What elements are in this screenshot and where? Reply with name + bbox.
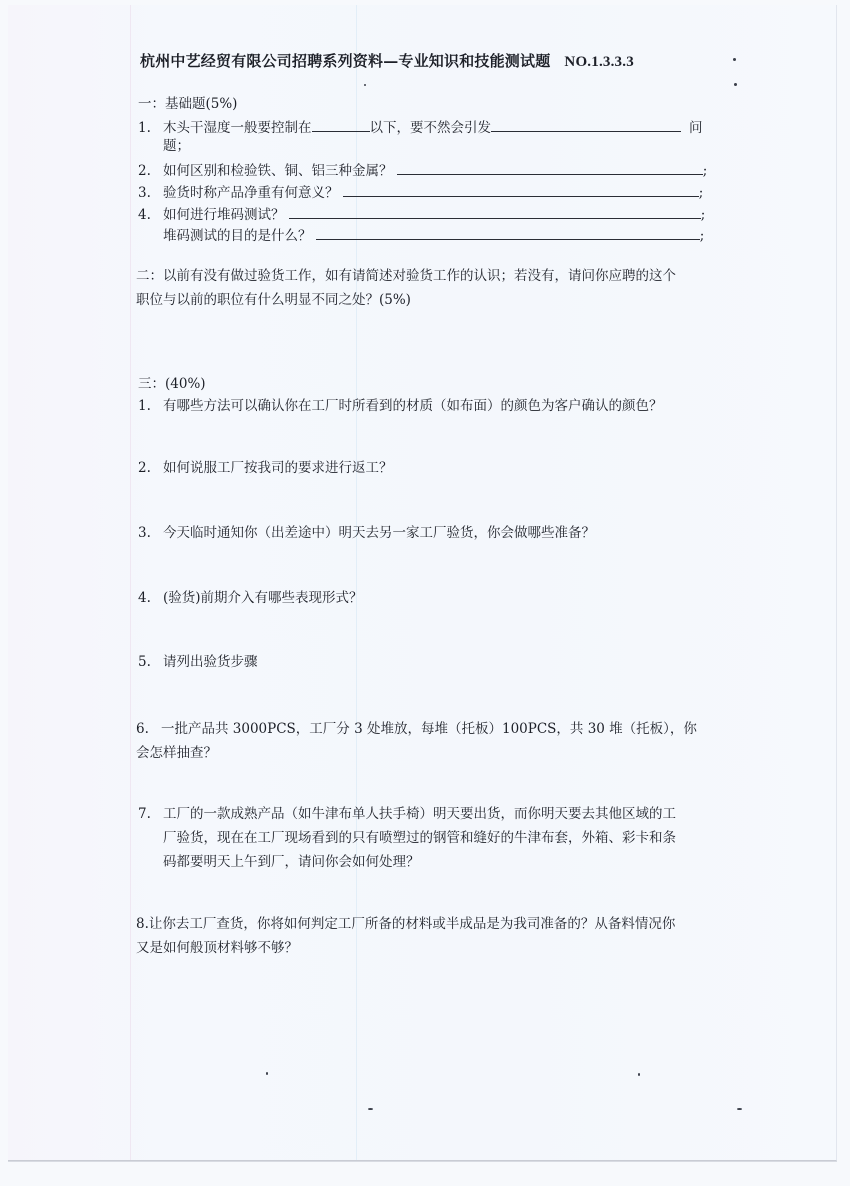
question-number: 3. — [138, 525, 151, 541]
question-text: 如何说服工厂按我司的要求进行返工？ — [163, 460, 393, 476]
answer-blank[interactable] — [289, 204, 701, 219]
question-text: 一批产品共 3000PCS，工厂分 3 处堆放，每堆（托板）100PCS，共 30 堆（托板），你 — [161, 721, 697, 737]
answer-blank[interactable] — [397, 160, 703, 175]
question-number: 8. — [136, 916, 149, 932]
scan-speck — [368, 1108, 373, 1110]
answer-blank[interactable] — [312, 117, 370, 132]
section3-q8 — [136, 912, 675, 960]
answer-blank[interactable] — [343, 182, 699, 197]
question-number: 1. — [138, 398, 151, 414]
question-text: 工厂的一款成熟产品（如牛津布单人扶手椅）明天要出货，而你明天要去其他区域的工 — [163, 806, 676, 822]
semicolon: ; — [699, 228, 705, 244]
question-text: 木头干湿度一般要控制在 — [163, 120, 312, 136]
scan-speck — [734, 83, 737, 86]
question-text: 如何区别和检验铁、铜、铝三种金属？ — [163, 163, 393, 179]
semicolon: ; — [702, 163, 708, 179]
question-number: 7. — [138, 806, 151, 822]
section2-question — [136, 264, 676, 312]
scan-artifact-line — [130, 5, 131, 1160]
section3-q3 — [138, 523, 595, 543]
document-code: NO.1.3.3.3 — [564, 54, 634, 70]
question-text: 今天临时通知你（出差途中）明天去另一家工厂验货，你会做哪些准备？ — [163, 525, 595, 541]
semicolon: ; — [698, 185, 704, 201]
question-text: (验货)前期介入有哪些表现形式？ — [163, 590, 363, 606]
question-text: 以下，要不然会引发 — [369, 120, 491, 136]
section1-q3 — [138, 182, 703, 203]
question-number: 5. — [138, 654, 151, 670]
section3-q5 — [138, 652, 258, 672]
section1-q2 — [138, 160, 707, 181]
question-number: 6. — [136, 721, 149, 737]
question-number: 4. — [138, 207, 151, 223]
answer-blank[interactable] — [491, 117, 681, 132]
question-text: 验货时称产品净重有何意义？ — [163, 185, 339, 201]
question-number: 1. — [138, 120, 151, 136]
question-text: 问 — [689, 120, 703, 136]
question-text: 有哪些方法可以确认你在工厂时所看到的材质（如布面）的颜色为客户确认的颜色？ — [163, 398, 663, 414]
question-text: 会怎样抽查？ — [136, 745, 217, 761]
question-text: 让你去工厂查货，你将如何判定工厂所备的材料或半成品是为我司准备的？从备料情况你 — [148, 916, 676, 932]
document-title — [140, 50, 740, 71]
section3-q2 — [138, 458, 393, 478]
question-text: 厂验货，现在在工厂现场看到的只有喷塑过的钢管和缝好的牛津布套，外箱、彩卡和条 — [163, 830, 676, 846]
question-text: 码都要明天上午到厂，请问你会如何处理？ — [163, 854, 420, 870]
question-text: 请列出验货步骤 — [163, 654, 258, 670]
semicolon: ; — [700, 207, 706, 223]
section1-q1-cont: 题； — [163, 138, 190, 154]
question-text: 二：以前有没有做过验货工作，如有请简述对验货工作的认识；若没有，请问你应聘的这个 — [136, 268, 676, 284]
question-number: 3. — [138, 185, 151, 201]
question-text: 堆码测试的目的是什么？ — [163, 228, 312, 244]
scan-speck — [638, 1073, 640, 1076]
section1-q4 — [138, 204, 705, 225]
section3-q4 — [138, 588, 363, 608]
section1-q1 — [138, 117, 703, 138]
section3-q7 — [138, 802, 676, 874]
scan-speck — [364, 84, 366, 86]
question-text: 又是如何般顶材料够不够？ — [136, 940, 298, 956]
title-text: 杭州中艺经贸有限公司招聘系列资料—专业知识和技能测试题 — [140, 52, 551, 70]
answer-blank[interactable] — [316, 225, 700, 240]
question-number: 4. — [138, 590, 151, 606]
section3-q6 — [136, 717, 697, 765]
section1-q4b — [163, 225, 704, 246]
scan-speck — [737, 1108, 742, 1110]
question-number: 2. — [138, 460, 151, 476]
question-number: 2. — [138, 163, 151, 179]
section3-q1 — [138, 396, 663, 416]
question-text: 职位与以前的职位有什么明显不同之处？(5%) — [136, 292, 411, 308]
scan-speck — [266, 1072, 268, 1075]
section3-heading: 三：(40%) — [138, 376, 206, 392]
section1-heading: 一：基础题(5%) — [138, 96, 238, 112]
question-text: 如何进行堆码测试？ — [163, 207, 285, 223]
